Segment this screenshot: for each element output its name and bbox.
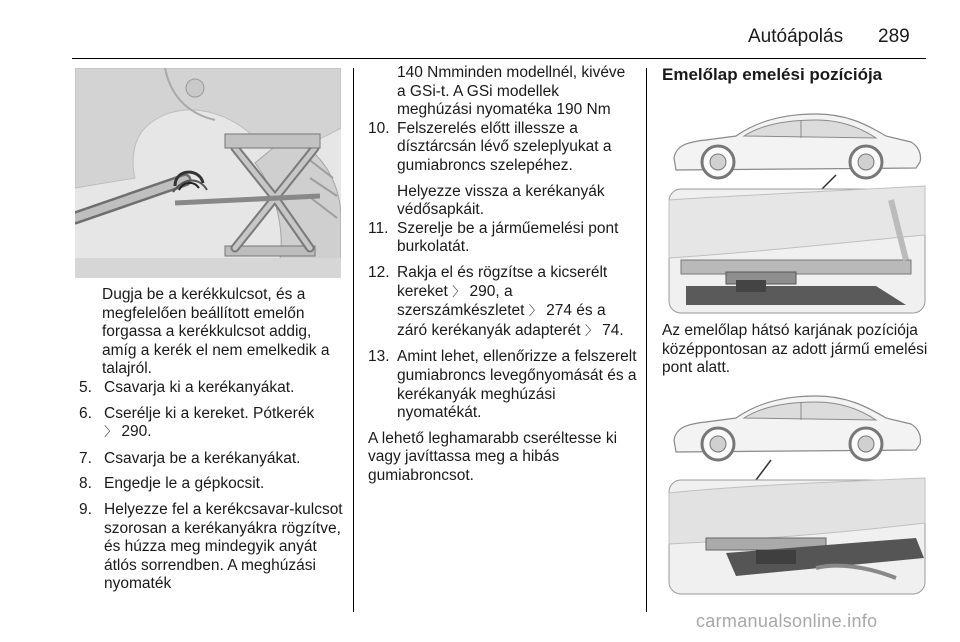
list-item [368, 348, 638, 422]
continued-paragraph: 140 Nmminden modellnél, kivéve a GSi-t. A GSi modellek meghúzási nyomatéka 190 Nm [397, 64, 626, 119]
column-divider [353, 68, 354, 612]
page-ref-icon: 〉 [584, 323, 598, 339]
figure-caption: Az emelőlap hátsó karjának pozíciója középpontosan az adott jármű emelési pont alatt. [662, 322, 928, 377]
jack-illustration [75, 68, 341, 278]
step-text: Cserélje ki a kereket. Pótkerék [104, 404, 315, 422]
step-number: 13. [368, 348, 390, 366]
column-divider [646, 68, 647, 612]
list-item [79, 501, 347, 594]
closing-paragraph: A lehető leghamarabb cseréltesse ki vagy javíttassa meg a hibás gumiabroncsot. [368, 429, 618, 484]
list-item [368, 220, 638, 257]
list-item [79, 379, 347, 398]
step-number: 6. [79, 404, 92, 422]
step-number: 5. [79, 378, 92, 396]
step-text: Felszerelés előtt illessze a dísztárcsán lévő szeleplyukat a gumiabroncs szelepéhez. [397, 119, 612, 174]
list-item [368, 120, 638, 176]
step-number: 9. [79, 500, 92, 518]
page-ref-link[interactable]: 274 és a záró kerékanyák adapterét [397, 302, 606, 339]
step-number: 12. [368, 263, 390, 281]
page-header [0, 18, 960, 58]
list-item [79, 450, 347, 469]
step-text: Csavarja ki a kerékanyákat. [104, 378, 295, 396]
step-text: Csavarja be a kerékanyákat. [104, 449, 301, 467]
list-item [79, 475, 347, 494]
step-number: 8. [79, 475, 92, 493]
page-ref-icon: 〉 [452, 284, 466, 300]
step-number: 7. [79, 449, 92, 467]
left-column [79, 286, 347, 601]
list-item [368, 264, 638, 341]
step-text: Rakja el és rögzítse a kicserélt kereket [397, 263, 608, 300]
right-column [662, 66, 932, 85]
page-ref-icon: 〉 [528, 304, 542, 320]
page-ref-link[interactable]: 290. [121, 423, 152, 441]
page-number: 289 [878, 26, 910, 47]
section-title: Autóápolás [748, 26, 844, 47]
page-ref-icon: 〉 [104, 425, 118, 441]
middle-column [368, 64, 638, 485]
page-ref-link[interactable]: 290, a szerszámkészletet [397, 282, 525, 320]
intro-paragraph: Dugja be a kerékkulcsot, és a megfelelően beállított emelőn forgassa a kerékkulcsot addig, amíg a kerék el nem emelkedik a talajról. [102, 286, 330, 378]
step-text: Amint lehet, ellenőrizze a felszerelt gumiabroncs levegőnyomását és a kerékanyák meghúzási nyomatékát. [397, 348, 637, 422]
step-number: 11. [368, 219, 389, 237]
list-item [79, 405, 347, 443]
step-text: Szerelje be a járműemelési pont burkolatát. [397, 219, 619, 256]
car-lift-illustration-top [666, 100, 928, 315]
step-text: Helyezze fel a kerékcsavar-kulcsot szorosan a kerékanyákra rögzítve, és húzza meg mindegyik anyát átlós sorrendben. A meghúzási nyomaték [104, 500, 343, 593]
page-ref-link[interactable]: 74. [602, 321, 624, 339]
step-number: 10. [368, 119, 390, 137]
step-extra: Helyezze vissza a kerékanyák védősapkáit. [397, 182, 605, 219]
car-lift-illustration-bottom [666, 388, 928, 596]
watermark: carmanualsonline.info [696, 611, 878, 631]
section-heading: Emelőlap emelési pozíciója [662, 65, 883, 84]
header-rule [72, 58, 926, 59]
step-text: Engedje le a gépkocsit. [104, 475, 265, 493]
right-caption-block [662, 322, 932, 378]
